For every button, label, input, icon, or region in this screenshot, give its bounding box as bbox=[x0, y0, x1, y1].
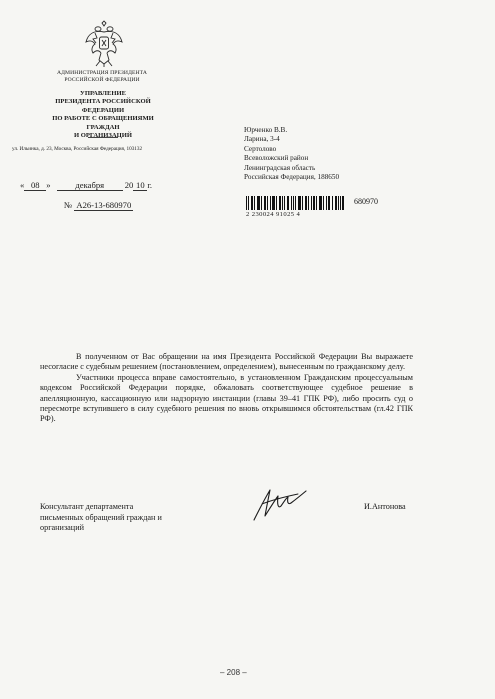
date-year-suffix: 10 bbox=[133, 180, 147, 191]
state-emblem-icon bbox=[84, 20, 124, 68]
sender-address: ул. Ильинка, д. 23, Москва, Российская Федерация, 103132 bbox=[12, 146, 143, 152]
signer-position-line-2: письменных обращений граждан и bbox=[40, 512, 162, 522]
signer-position-line-3: организаций bbox=[40, 523, 84, 533]
outgoing-number bbox=[64, 200, 133, 210]
letter-date bbox=[20, 180, 152, 191]
date-year-end: г. bbox=[147, 180, 153, 190]
admin-line-1: АДМИНИСТРАЦИЯ ПРЕЗИДЕНТА bbox=[56, 70, 148, 76]
signer-position-line-1: Консультант департамента bbox=[40, 502, 134, 511]
barcode-icon bbox=[246, 196, 344, 210]
recipient-block bbox=[244, 126, 339, 182]
body-paragraph-2: Участники процесса вправе самостоятельно, в установленном Гражданским процессуальным кодексом Российской Федерации порядке, обжаловать соответствующее судебное решение в апелляционную, кассационную или надзорную инстанции (главы 39–41 ГПК РФ), либо просить суд о пересмотре вступившего в силу судебного решения по вновь открывшимся обстоятельствам (гл.42 ГПК РФ). bbox=[40, 372, 413, 424]
date-day: 08 bbox=[24, 180, 46, 191]
recipient-line-3: Всеволожский район bbox=[244, 154, 309, 163]
letter-body bbox=[40, 352, 413, 425]
date-close-quote: » bbox=[46, 180, 51, 190]
recipient-line-2: Сертолово bbox=[244, 144, 277, 153]
department-name bbox=[40, 90, 166, 140]
barcode-digits: 2 230024 91025 4 bbox=[246, 211, 301, 218]
outgoing-number-prefix: № bbox=[64, 200, 73, 210]
administration-name bbox=[42, 70, 162, 84]
signer-name: И.Антонова bbox=[364, 502, 406, 511]
dept-line-1: УПРАВЛЕНИЕ bbox=[79, 90, 127, 97]
body-paragraph-1: В полученном от Вас обращении на имя Президента Российской Федерации Вы выражаете несогласие с судебным решением (постановлением, определением), вынесенным по гражданскому делу. bbox=[40, 352, 413, 372]
admin-line-2: РОССИЙСКОЙ ФЕДЕРАЦИИ bbox=[64, 77, 140, 83]
recipient-line-4: Ленинградская область bbox=[244, 163, 316, 172]
dept-line-2: ПРЕЗИДЕНТА РОССИЙСКОЙ ФЕДЕРАЦИИ bbox=[55, 98, 151, 114]
handwritten-signature-icon bbox=[248, 482, 312, 528]
barcode-id: 680970 bbox=[354, 197, 378, 206]
date-month: декабря bbox=[57, 180, 123, 191]
date-open-quote: « bbox=[20, 180, 25, 190]
recipient-line-5: Российская Федерация, 188650 bbox=[244, 173, 340, 182]
recipient-name: Юрченко В.В. bbox=[244, 126, 288, 134]
date-year-prefix: 20 bbox=[124, 180, 134, 190]
signer-position bbox=[40, 502, 162, 534]
page-number: – 208 – bbox=[220, 668, 247, 677]
header-divider bbox=[88, 137, 118, 138]
dept-line-3: ПО РАБОТЕ С ОБРАЩЕНИЯМИ ГРАЖДАН bbox=[52, 115, 154, 131]
dept-line-4: И ОРГАНИЗАЦИЙ bbox=[73, 132, 133, 140]
recipient-line-1: Ларина, 3-4 bbox=[244, 135, 280, 144]
outgoing-number-value: А26-13-680970 bbox=[76, 200, 132, 210]
